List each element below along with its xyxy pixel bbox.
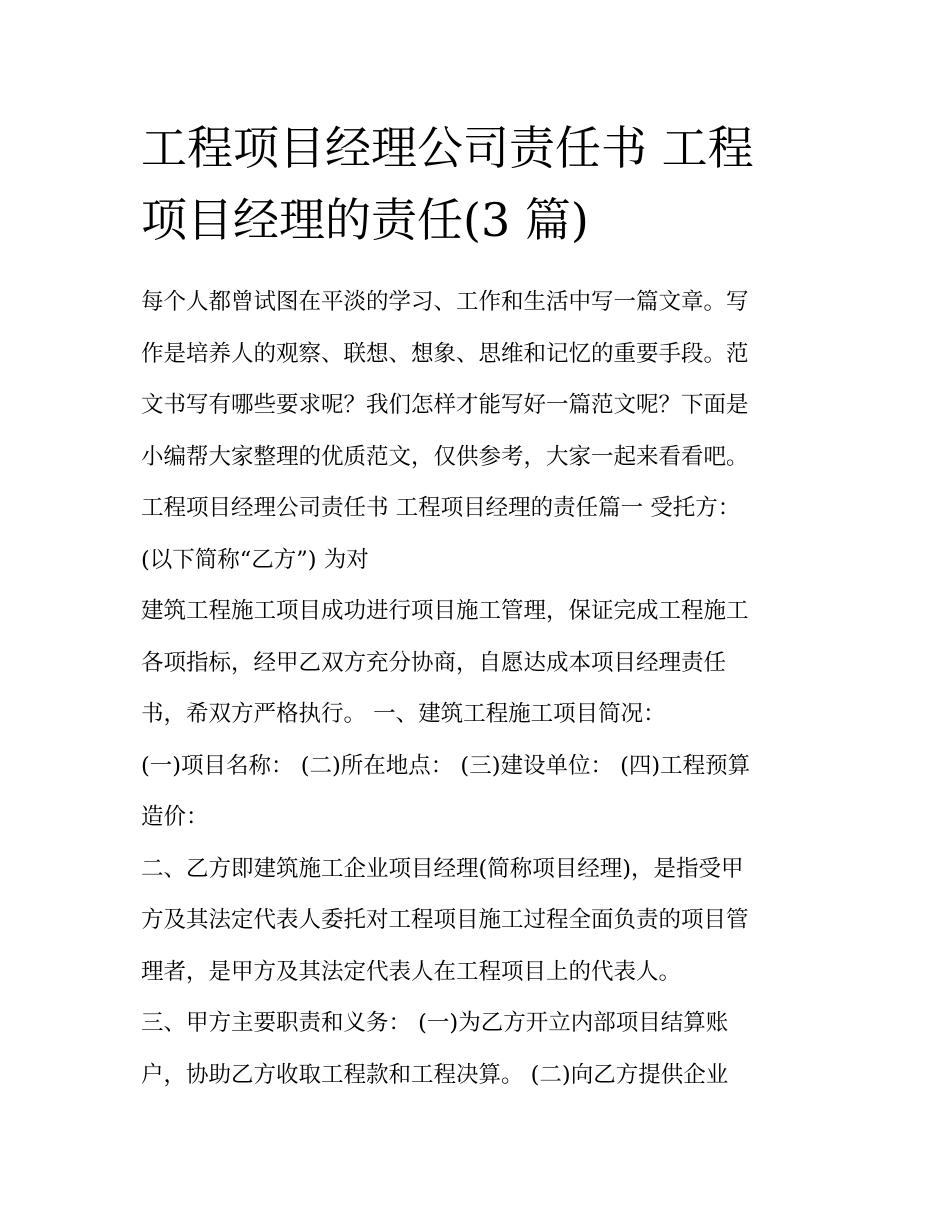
body-line: 户，协助乙方收取工程款和工程决算。 (二)向乙方提供企业 — [141, 1061, 729, 1088]
document-title — [141, 112, 821, 256]
body-line: 建筑工程施工项目成功进行项目施工管理，保证完成工程施工 — [141, 598, 749, 624]
body-line: 三、甲方主要职责和义务： (一)为乙方开立内部项目结算账 — [141, 1010, 729, 1036]
document-body — [141, 277, 813, 1101]
body-line: 每个人都曾试图在平淡的学习、工作和生活中写一篇文章。写 — [141, 289, 749, 315]
title-line: 项目经理的责任(3 篇) — [141, 193, 589, 247]
body-line: 文书写有哪些要求呢？我们怎样才能写好一篇范文呢？下面是 — [141, 392, 749, 418]
body-line: 小编帮大家整理的优质范文，仅供参考，大家一起来看看吧。 — [141, 443, 749, 470]
body-line: (一)项目名称： (二)所在地点： (三)建设单位： (四)工程预算 — [141, 752, 751, 779]
body-line: 工程项目经理公司责任书 工程项目经理的责任篇一 受托方： — [141, 495, 741, 521]
title-line: 工程项目经理公司责任书 工程 — [141, 121, 754, 175]
body-line: 各项指标，经甲乙双方充分协商，自愿达成本项目经理责任 — [141, 649, 727, 676]
body-line: 方及其法定代表人委托对工程项目施工过程全面负责的项目管 — [141, 907, 749, 933]
body-line: 二、乙方即建筑施工企业项目经理(简称项目经理)，是指受甲 — [141, 855, 744, 882]
body-line: 造价： — [141, 804, 209, 830]
body-line: (以下简称“乙方”) 为对 — [141, 546, 369, 573]
body-line: 理者，是甲方及其法定代表人在工程项目上的代表人。 — [141, 958, 682, 985]
body-line: 书，希双方严格执行。 一、建筑工程施工项目简况： — [141, 701, 666, 727]
body-line: 作是培养人的观察、联想、想象、思维和记忆的重要手段。范 — [141, 340, 749, 367]
